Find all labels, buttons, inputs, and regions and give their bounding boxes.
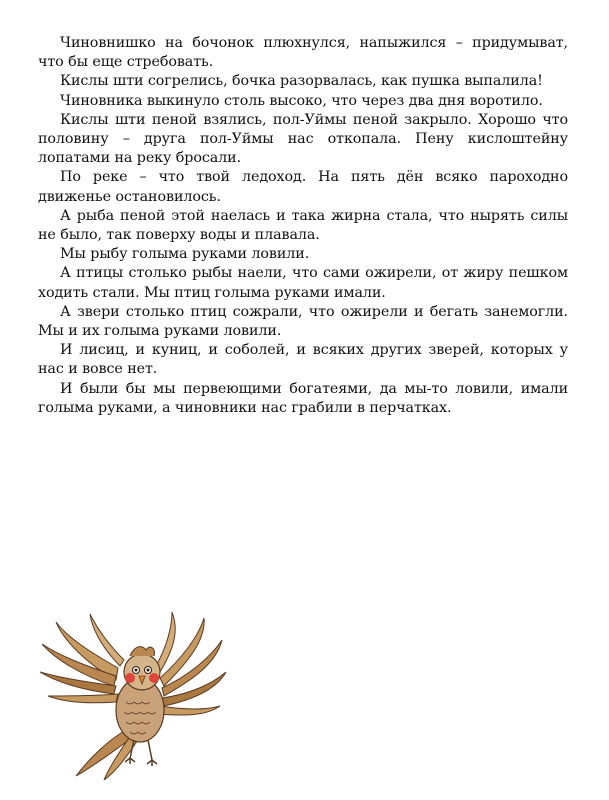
bird-illustration [38, 610, 228, 780]
paragraph: Кислы шти пеной взялись, пол-Уймы пеной закрыло. Хорошо что половину – друга пол-Уймы нас откопала. Пену кислоштейну лопатами на реку бросали. [38, 111, 568, 167]
paragraph: По реке – что твой ледоход. На пять дён всяко пароходно движенье остановилось. [38, 169, 568, 205]
story-text [38, 34, 568, 418]
left-cheek [125, 673, 135, 683]
paragraph: А рыба пеной этой наелась и така жирна стала, что нырять силы не было, так поверху воды и плавала. [38, 207, 568, 244]
paragraph: И лисиц, и куниц, и соболей, и всяких других зверей, которых у нас и вовсе нет. [38, 342, 568, 378]
paragraph: Чиновнишко на бочонок плюхнулся, напыжился – придумыват, что бы еще стребовать. [38, 35, 568, 71]
right-cheek [149, 673, 159, 683]
right-wing [156, 612, 226, 715]
paragraph: Мы рыбу голыма руками ловили. [60, 246, 310, 263]
paragraph: И были бы мы первеющими богатеями, да мы-то ловили, имали голыма руками, а чиновники нас грабили в перчатках. [38, 380, 568, 416]
paragraph: Кислы шти согрелись, бочка разорвалась, как пушка выпалила! [60, 73, 543, 90]
paragraph: Чиновника выкинуло столь высоко, что через два дня воротило. [60, 92, 543, 109]
paragraph: А звери столько птиц сожрали, что ожирели и бегать занемогли. Мы и их голыма руками ловили. [38, 303, 568, 340]
paragraph: А птицы столько рыбы наели, что сами ожирели, от жиру пешком ходить стали. Мы птиц голыма руками имали. [38, 265, 568, 301]
left-wing [40, 614, 124, 703]
